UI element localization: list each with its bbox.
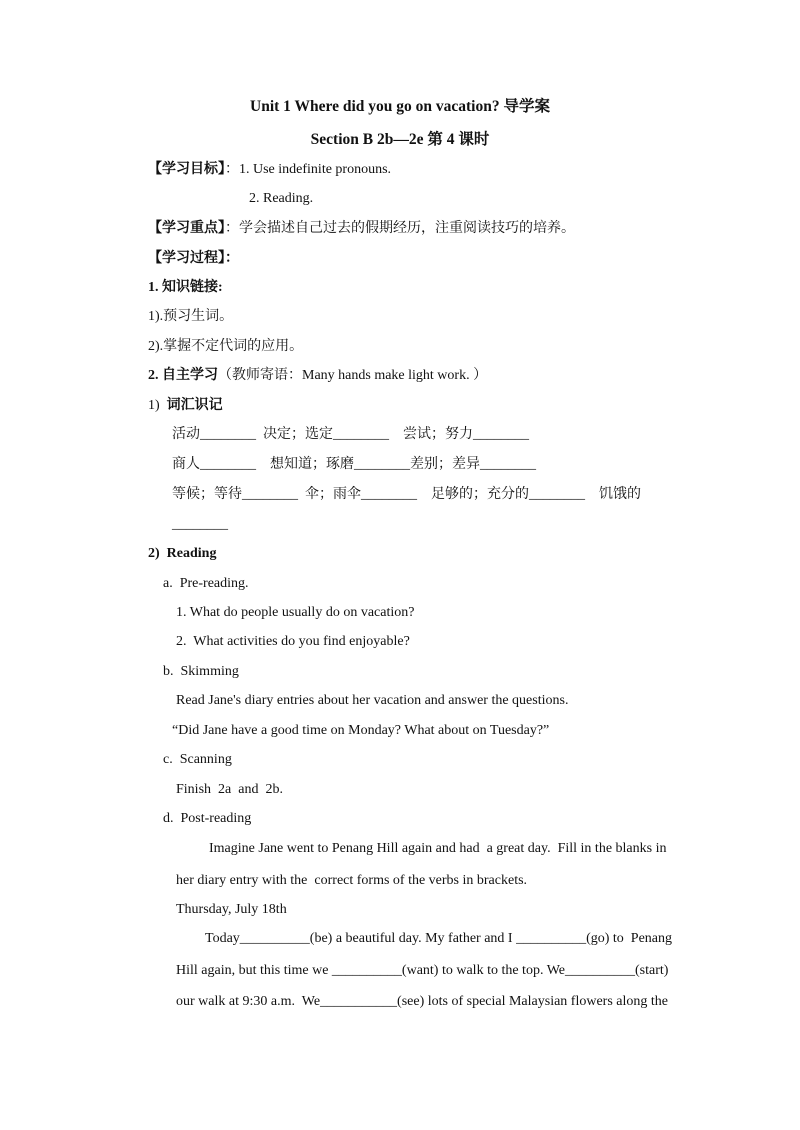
part1-item-1: 1).预习生词。 <box>148 309 234 324</box>
part2-heading-row <box>148 367 487 385</box>
key-points-colon: ： <box>225 221 239 236</box>
vocab-heading: 词汇识记 <box>166 398 223 413</box>
skimming-heading: b. Skimming <box>163 664 239 679</box>
part1-heading: 1. 知识链接: <box>148 280 223 295</box>
skimming-instruction: Read Jane's diary entries about her vacation and answer the questions. <box>176 693 569 708</box>
process-label: 【学习过程】 <box>148 251 225 266</box>
diary-date: Thursday, July 18th <box>176 902 287 917</box>
process-row <box>148 250 239 268</box>
skimming-question: “Did Jane have a good time on Monday? What about on Tuesday?” <box>172 723 550 738</box>
key-points-row <box>148 220 575 238</box>
page-title: Unit 1 Where did you go on vacation? 导学案 <box>250 98 550 115</box>
objectives-label: 【学习目标】 <box>148 162 225 177</box>
scanning-instruction: Finish 2a and 2b. <box>176 782 283 797</box>
vocab-heading-row <box>148 397 223 415</box>
reading-heading: 2) Reading <box>148 546 217 561</box>
vocab-number: 1) <box>148 398 167 413</box>
part1-item-2: 2).掌握不定代词的应用。 <box>148 339 304 354</box>
scanning-heading: c. Scanning <box>163 752 232 767</box>
objectives-row <box>148 161 391 179</box>
diary-line-2: Hill again, but this time we __________(want) to walk to the top. We__________(start) <box>176 963 669 978</box>
objectives-item-2: 2. Reading. <box>249 191 314 206</box>
vocab-line-1: 活动________ 决定；选定________ 尝试；努力________ <box>172 427 529 442</box>
part2-heading-note: （教师寄语：Many hands make light work. ） <box>218 368 488 383</box>
diary-line-1: Today__________(be) a beautiful day. My father and I __________(go) to Penang <box>205 931 672 946</box>
pre-reading-q1: 1. What do people usually do on vacation? <box>176 605 415 620</box>
page-subtitle: Section B 2b—2e 第 4 课时 <box>310 131 490 148</box>
process-colon: ： <box>225 251 239 266</box>
post-reading-instruction-1: Imagine Jane went to Penang Hill again and had a great day. Fill in the blanks in <box>209 841 667 856</box>
post-reading-instruction-2: her diary entry with the correct forms of the verbs in brackets. <box>176 873 528 888</box>
post-reading-heading: d. Post-reading <box>163 811 252 826</box>
vocab-line-2: 商人________ 想知道；琢磨________差别；差异________ <box>172 457 536 472</box>
pre-reading-q2: 2. What activities do you find enjoyable? <box>176 634 410 649</box>
objectives-colon: ： <box>225 162 239 177</box>
key-points-label: 【学习重点】 <box>148 221 225 236</box>
pre-reading-heading: a. Pre-reading. <box>163 576 249 591</box>
vocab-line-4: ________ <box>172 517 228 532</box>
diary-line-3: our walk at 9:30 a.m. We___________(see) lots of special Malaysian flowers along the <box>176 994 668 1009</box>
vocab-line-3: 等候；等待________ 伞；雨伞________ 足够的；充分的________ 饥饿的 <box>172 487 641 502</box>
key-points-text: 学会描述自己过去的假期经历，注重阅读技巧的培养。 <box>239 221 575 236</box>
part2-heading: 2. 自主学习 <box>148 368 218 383</box>
objectives-item-1: 1. Use indefinite pronouns. <box>239 162 392 177</box>
